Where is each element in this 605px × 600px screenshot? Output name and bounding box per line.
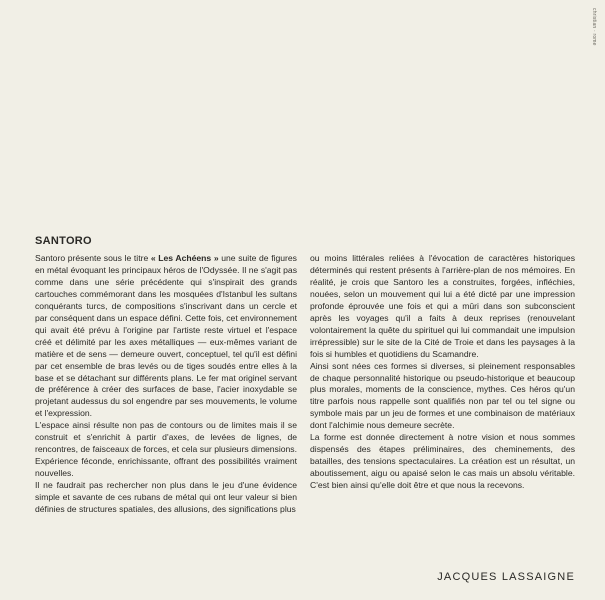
paragraph-2: L'espace ainsi résulte non pas de contours ou de limites mais il se construit et s'enrichit à partir d'axes, de levées de lignes, de rencontres, de faisceaux de forces, et cela sur plusieurs dimensions. Expérience féconde, enrichissante, offrant des possibilités vraiment nouvelles. [35, 420, 297, 479]
printer-credit: christian · rome [591, 8, 597, 46]
paragraph-1-rest: une suite de figures en métal évoquant les principaux héros de l'Odyssée. Il ne s'agit pas comme dans une série précédente qui s'inspirait des grands cartouches commémorant dans les mosquées d'Istanbul les sultans conquérants turcs, de compositions s'inscrivant dans un cercle et par conséquent dans un espace défini. Cette fois, cet environnement qui avait été prévu à l'origine par l'artiste reste virtuel et l'espace créé et délimité par les axes métalliques — eux-mêmes variant de matière et de sens — demeure ouvert, conceptuel, tel qu'il est défini par cet ensemble de bras levés ou de tiges soudés entre elles à la base et se détachant sur différents plans. Le fer mat originel servant de préférence à créer des surfaces de base, l'acier inoxydable se projetant audessus du sol engendre par ses mouvements, le volume et l'expression. [35, 253, 297, 419]
paragraph-3: Il ne faudrait pas rechercher non plus dans le jeu d'une évidence simple et savante de ces rubans de métal qui ont leur valeur si bien définies de structures spatiales, des allusions, des significations plus [35, 480, 297, 515]
series-title: « Les Achéens » [150, 253, 219, 263]
paragraph-5: Ainsi sont nées ces formes si diverses, si pleinement responsables de chaque personnalité historique ou pseudo-historique et beaucoup plus morales, moments de la conscience, mythes. Ces héros qu'un titre parfois nous rappelle sont qualifiés non par tel ou tel signe ou symbole mais par un jeu de formes et une combinaison de matériaux dont l'alchimie nous demeure secrète. [310, 360, 575, 431]
text-column-right [310, 253, 575, 492]
paragraph-1 [35, 253, 297, 420]
text-column-left [35, 253, 297, 516]
paragraph-4: ou moins littérales reliées à l'évocation de caractères historiques déterminés qui restent présents à l'arrière-plan de nos mémoires. En réalité, je crois que Santoro les a construites, forgées, infléchies, nouées, selon un mouvement qui lui a été dicté par une impression profonde éprouvée une fois et qui a mûri dans son subconscient après les voyages qu'il a faits à deux reprises (renouvelant volontairement la quête du spirituel qui lui commandait une impulsion irrépressible) sur le site de la Cité de Troie et dans les paysages à la fois si humbles et quotidiens du Scamandre. [310, 253, 575, 359]
paragraph-6: La forme est donnée directement à notre vision et nous sommes dispensés des étapes préliminaires, des cheminements, des batailles, des tensions spectaculaires. La création est un résultat, un aboutissement, aigu ou apaisé selon le cas mais un absolu véritable. C'est bien ainsi qu'elle doit être et que nous la recevons. [310, 432, 575, 491]
author-signature: JACQUES LASSAIGNE [437, 571, 575, 583]
paragraph-1-start: Santoro présente sous le titre [35, 253, 151, 263]
page-title: SANTORO [35, 235, 92, 247]
